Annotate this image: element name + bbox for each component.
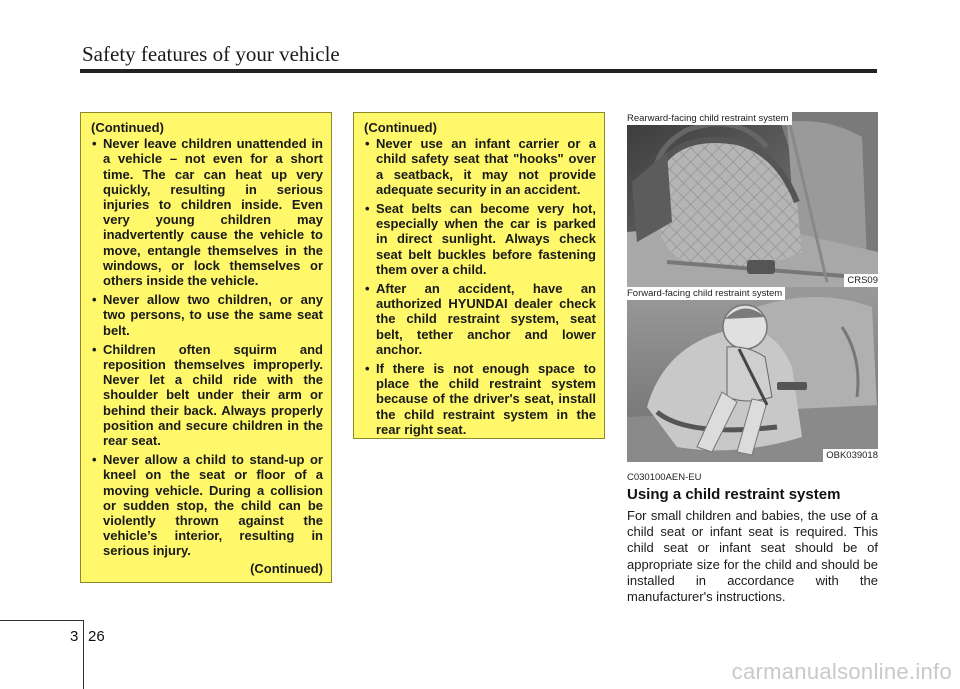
rearward-child-seat-illustration — [627, 112, 878, 287]
section-heading: Using a child restraint system — [627, 486, 841, 503]
warning-continued-head: (Continued) — [364, 120, 437, 135]
section-code: C030100AEN-EU — [627, 472, 702, 483]
footer-rule — [0, 620, 83, 621]
forward-child-seat-illustration — [627, 287, 878, 462]
bullet-icon: • — [365, 281, 370, 297]
warning-box-left — [80, 112, 332, 583]
warning-continued-tail: (Continued) — [250, 560, 323, 576]
footer-page-number: 26 — [88, 628, 105, 645]
bullet-icon: • — [92, 292, 97, 308]
warning-list — [91, 136, 323, 558]
bullet-icon: • — [365, 201, 370, 217]
figure-caption: Forward-facing child restraint system — [627, 287, 785, 300]
warning-list — [364, 136, 596, 437]
warning-item: • Never allow two children, or any two persons, to use the same seat belt. — [92, 292, 323, 338]
warning-item: • Never leave children unattended in a vehicle – not even for a short time. The car can heat up very quickly, resulting in serious injuries to children inside. Even very young children may inadvertently cause the vehicle to move, entangle themselves in the windows, or lock themselves or others inside the vehicle. — [92, 136, 323, 289]
warning-item: • Never use an infant carrier or a child safety seat that "hooks" over a seatback, it may not provide adequate security in an accident. — [365, 136, 596, 197]
footer-chapter-number: 3 — [70, 628, 79, 645]
bullet-icon: • — [92, 341, 97, 357]
figure-rearward-facing — [627, 112, 878, 287]
warning-item: • Seat belts can become very hot, especially when the car is parked in direct sunlight. Always check seat belt buckles before fastening them over a child. — [365, 201, 596, 277]
section-body: For small children and babies, the use of a child seat or infant seat is required. This child seat or infant seat should be of appropriate size for the child and should be installed in accordance with the manufacturer's instructions. — [627, 508, 878, 605]
footer-divider — [83, 620, 84, 689]
bullet-icon: • — [365, 136, 370, 152]
warning-item: • If there is not enough space to place the child restraint system because of the driver's seat, install the child restraint system in the rear right seat. — [365, 361, 596, 437]
warning-continued-head: (Continued) — [91, 120, 164, 135]
figure-code: OBK039018 — [823, 449, 878, 462]
figure-forward-facing — [627, 287, 878, 462]
header-rule — [80, 69, 877, 73]
warning-box-middle — [353, 112, 605, 439]
watermark: carmanualsonline.info — [731, 659, 952, 684]
bullet-icon: • — [92, 136, 97, 152]
figure-caption: Rearward-facing child restraint system — [627, 112, 792, 125]
page-header-title: Safety features of your vehicle — [82, 42, 340, 66]
bullet-icon: • — [92, 452, 97, 468]
warning-item: • Children often squirm and reposition themselves improperly. Never let a child ride with the shoulder belt under their arm or behind their back. Always properly position and secure children in the rear seat. — [92, 341, 323, 449]
bullet-icon: • — [365, 361, 370, 377]
figure-code: CRS09 — [844, 274, 878, 287]
warning-item: • After an accident, have an authorized HYUNDAI dealer check the child restraint system, seat belt, tether anchor and lower anchor. — [365, 281, 596, 357]
warning-item: • Never allow a child to stand-up or kneel on the seat or floor of a moving vehicle. During a collision or sudden stop, the child can be violently thrown against the vehicle’s interior, resulting in serious injury. — [92, 452, 323, 559]
